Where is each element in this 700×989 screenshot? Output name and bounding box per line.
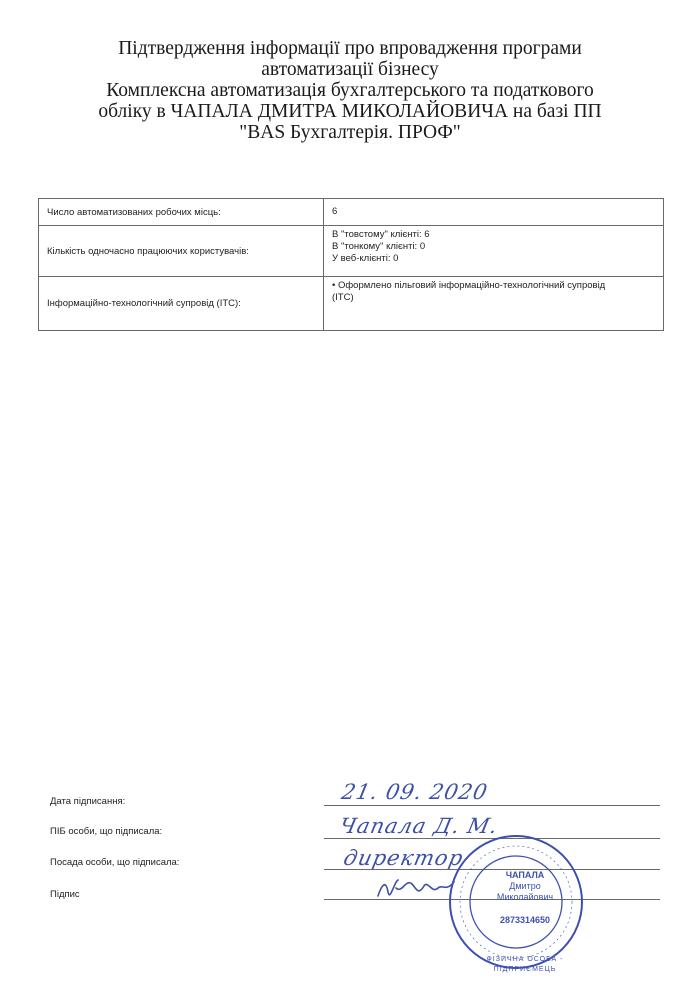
value-line: 6 — [332, 206, 338, 217]
date-label: Дата підписання: — [50, 796, 126, 807]
table-row — [39, 277, 664, 331]
row-value-workplaces — [324, 199, 664, 226]
info-table — [38, 198, 664, 331]
name-value: Чапала Д. М. — [337, 814, 501, 838]
official-stamp — [446, 832, 586, 972]
stamp-code: 2873314650 — [499, 915, 551, 925]
stamp-line-2: Дмитро — [509, 881, 541, 891]
title-line-4: обліку в ЧАПАЛА ДМИТРА МИКОЛАЙОВИЧА на базі ПП — [98, 101, 602, 122]
row-label-workplaces: Число автоматизованих робочих місць: — [39, 199, 324, 226]
title-line-1: Підтвердження інформації про впровадження програми — [118, 38, 582, 59]
row-label-its: Інформаційно-технологічний супровід (ІТС): — [39, 277, 324, 331]
stamp-line-1: ЧАПАЛА — [505, 870, 545, 880]
row-value-its — [324, 277, 664, 331]
name-label: ПІБ особи, що підписала: — [50, 826, 163, 837]
row-value-users — [324, 226, 664, 277]
date-value: 21. 09. 2020 — [339, 780, 491, 804]
stamp-line-3: Миколайович — [496, 892, 554, 902]
value-line: (ІТС) — [332, 292, 354, 303]
document-title — [50, 38, 650, 143]
title-line-5: "BAS Бухгалтерія. ПРОФ" — [239, 122, 461, 143]
date-line — [324, 805, 660, 806]
stamp-ring-text: ФІЗИЧНА ОСОБА - ПІДПРИЄМЕЦЬ — [486, 956, 564, 973]
value-line: У веб-клієнті: 0 — [332, 253, 399, 264]
position-value: директор — [341, 846, 466, 870]
title-line-3: Комплексна автоматизація бухгалтерського та податкового — [106, 80, 594, 101]
value-line: В "товстому" клієнті: 6 — [332, 229, 430, 240]
row-label-users: Кількість одночасно працюючих користувачів: — [39, 226, 324, 277]
table-row — [39, 199, 664, 226]
position-label: Посада особи, що підписала: — [50, 857, 180, 868]
value-line: В "тонкому" клієнті: 0 — [332, 241, 426, 252]
table-row — [39, 226, 664, 277]
signature-label: Підпис — [50, 889, 80, 900]
title-line-2: автоматизації бізнесу — [261, 59, 439, 80]
value-line: • Оформлено пільговий інформаційно-технологічний супровід — [332, 280, 606, 291]
